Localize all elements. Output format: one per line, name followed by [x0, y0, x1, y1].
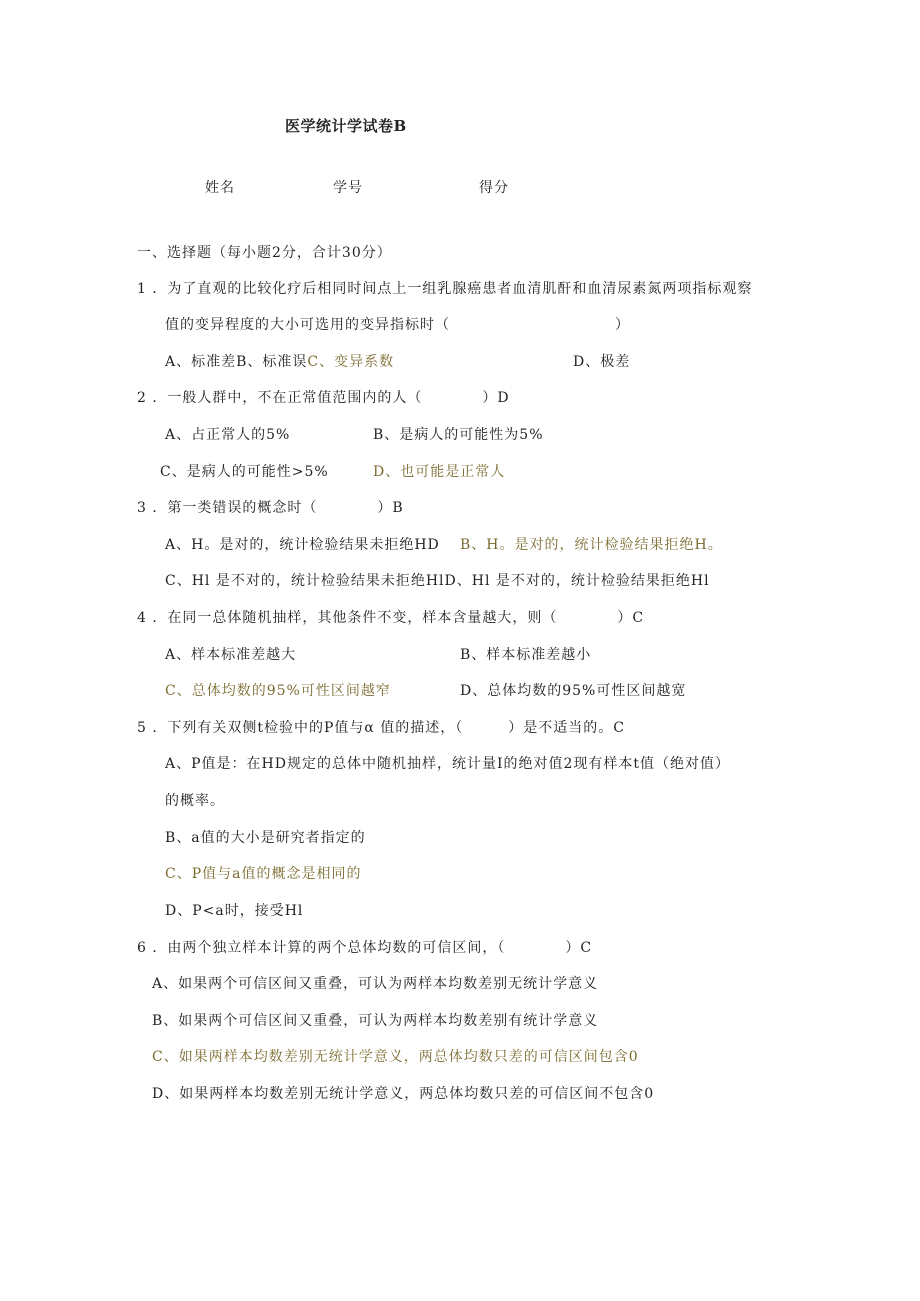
q4-option-a: A、样本标准差越大 — [165, 647, 297, 663]
q3-stem: 3 ．第一类错误的概念时（ ）B — [137, 500, 404, 516]
q6-option-a: A、如果两个可信区间又重叠，可认为两样本均数差别无统计学意义 — [152, 976, 599, 992]
q6-option-b: B、如果两个可信区间又重叠，可认为两样本均数差别有统计学意义 — [152, 1013, 599, 1029]
name-label: 姓名 — [205, 180, 235, 196]
q4-option-c-answer: C、总体均数的95%可性区间越窄 — [165, 683, 391, 699]
q5-option-a-continued: 的概率。 — [165, 793, 225, 809]
section-title: 一、选择题（每小题2分，合计30分） — [137, 245, 392, 261]
student-id-label: 学号 — [333, 180, 363, 196]
q5-option-b: B、a值的大小是研究者指定的 — [165, 830, 366, 846]
q4-option-b: B、样本标准差越小 — [460, 647, 592, 663]
q2-option-c: C、是病人的可能性>5% — [160, 464, 329, 480]
q6-stem: 6 ．由两个独立样本计算的两个总体均数的可信区间，（ ）C — [137, 940, 593, 956]
q2-option-d-answer: D、也可能是正常人 — [373, 464, 506, 480]
q1-stem-line1: 1 ．为了直观的比较化疗后相同时间点上一组乳腺癌患者血清肌酐和血清尿素氮两项指标观察 — [137, 281, 753, 297]
q5-stem: 5 ．下列有关双侧t检验中的P值与α 值的描述，（ ）是不适当的。C — [137, 720, 626, 736]
q3-option-cd: C、Hl 是不对的，统计检验结果未拒绝HlD、Hl 是不对的，统计检验结果拒绝Hl — [165, 573, 710, 589]
q5-option-d: D、P<a时，接受Hl — [165, 903, 304, 919]
q2-option-b: B、是病人的可能性为5% — [373, 427, 544, 443]
q5-option-c-answer: C、P值与a值的概念是相同的 — [165, 866, 362, 882]
score-label: 得分 — [479, 180, 509, 196]
q3-option-a: A、H。是对的，统计检验结果未拒绝HD — [165, 537, 440, 553]
q1-option-d: D、极差 — [573, 354, 631, 370]
q1-option-ab: A、标准差B、标准误 — [165, 354, 308, 370]
q6-option-c-answer: C、如果两样本均数差别无统计学意义，两总体均数只差的可信区间包含0 — [152, 1049, 639, 1065]
q5-option-a: A、P值是：在HD规定的总体中随机抽样，统计量I的绝对值2现有样本t值（绝对值） — [165, 756, 731, 772]
q4-option-d: D、总体均数的95%可性区间越宽 — [460, 683, 687, 699]
q3-option-b-answer: B、H。是对的，统计检验结果拒绝H。 — [460, 537, 723, 553]
q4-stem: 4 ．在同一总体随机抽样，其他条件不变，样本含量越大，则（ ）C — [137, 610, 645, 626]
exam-title: 医学统计学试卷B — [285, 117, 407, 135]
q1-option-c-answer: C、变异系数 — [307, 354, 395, 370]
q1-options-abc — [165, 353, 394, 371]
q6-option-d: D、如果两样本均数差别无统计学意义，两总体均数只差的可信区间不包含0 — [152, 1086, 655, 1102]
q2-option-a: A、占正常人的5% — [165, 427, 291, 443]
q2-stem: 2 ．一般人群中，不在正常值范围内的人（ ）D — [137, 390, 510, 406]
q1-stem-line2: 值的变异程度的大小可选用的变异指标时（ ） — [165, 317, 630, 333]
